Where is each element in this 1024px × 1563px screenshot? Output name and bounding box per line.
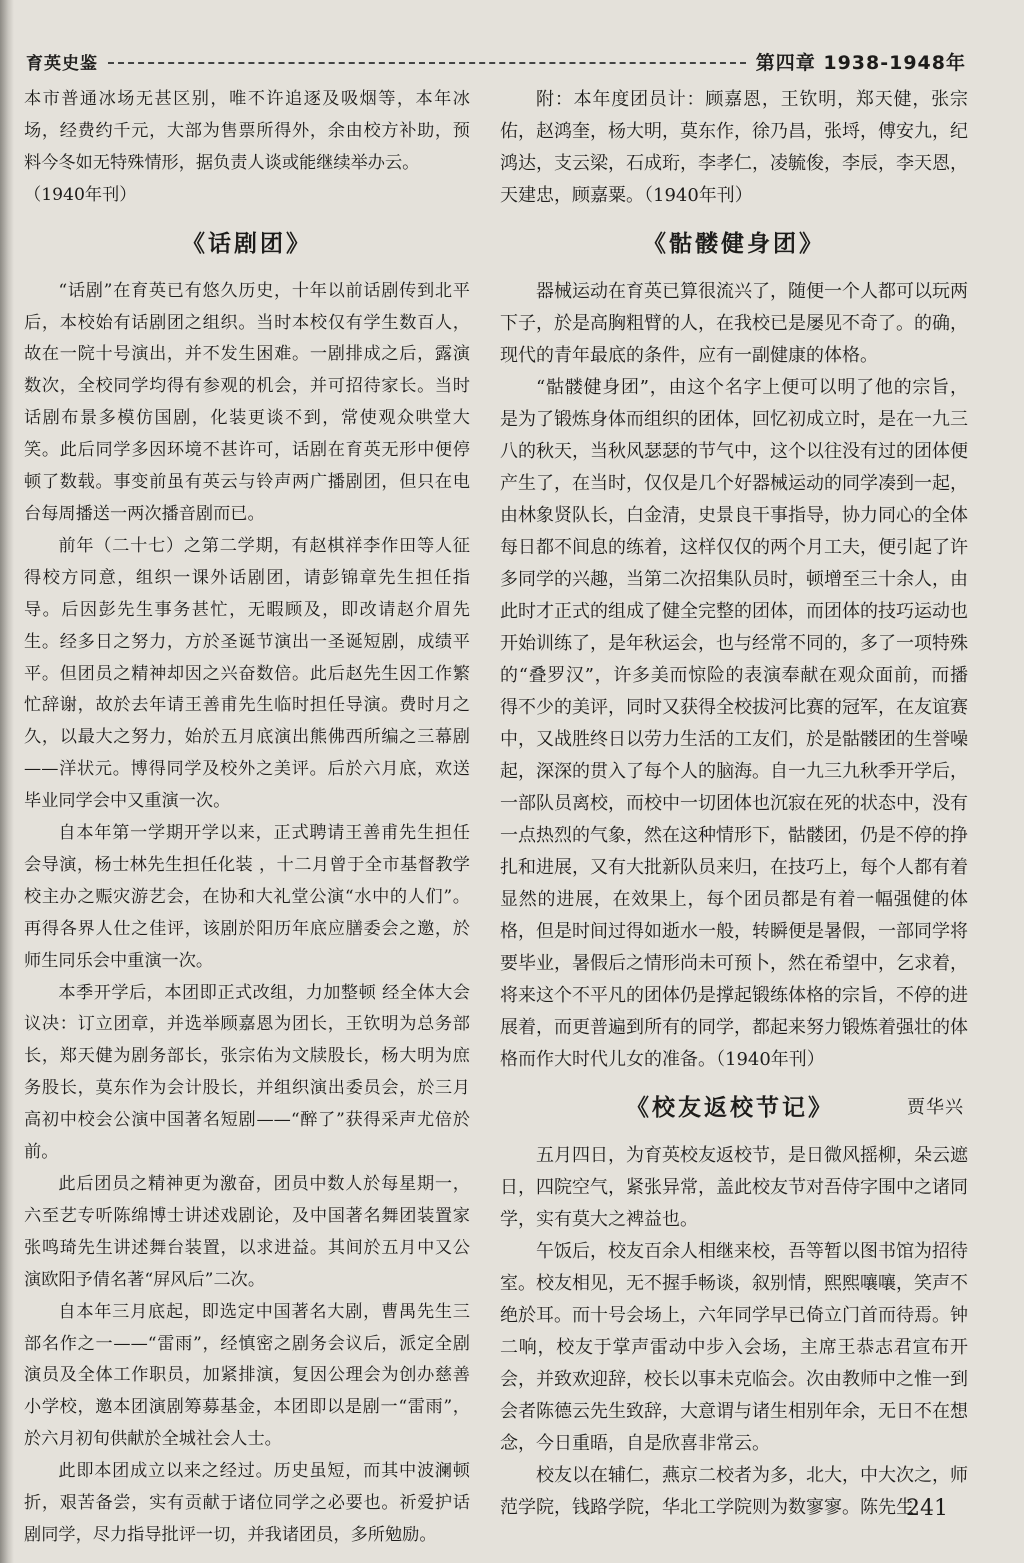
intro-source: （1940年刊） — [24, 184, 137, 205]
chapter-title: 第四章 1938-1948年 — [755, 51, 966, 74]
drama-paragraph: 此即本团成立以来之经过。历史虽短，而其中波澜顿折，艰苦备尝，实有贡献于诸位同学之必要也。祈爱护话剧同学，尽力指导批评一切，并我诸团员，多所勉励。 — [24, 1461, 470, 1545]
skeleton-paragraph: “骷髅健身团”，由这个名字上便可以明了他的宗旨，是为了锻炼身体而组织的团体，回忆初成立时，是在一九三八的秋天，当秋风瑟瑟的节气中，这个以往没有过的团体便产生了，在当时，仅仅是几个好器械运动的同学凑到一起，由林象贤队长，白金清，史景良干事指导，协力同心的全体每日都不间息的练着，这样仅仅的两个月工夫，便引起了许多同学的兴趣，当第二次招集队员时，顿增至三十余人，由此时才正式的组成了健全完整的团体，而团体的技巧运动也开始训练了，是年秋运会，也与经常不同的，多了一项特殊的“叠罗汉”，许多美而惊险的表演奉献在观众面前，而播得不少的美评，同时又获得全校拔河比赛的冠军，在友谊赛中，又战胜终日以劳力生活的工友们，於是骷髅团的生誉噪起，深深的贯入了每个人的脑海。自一九三九秋季开学后，一部队员离校，而校中一切团体也沉寂在死的状态中，没有一点热烈的气象，然在这种情形下，骷髅团，仍是不停的挣扎和进展，又有大批新队员来归，在技巧上，每个人都有着显然的进展，在效果上，每个团员都是有着一幅强健的体格，但是时间过得如逝水一般，转瞬便是暑假，一部同学将要毕业，暑假后之情形尚未可预卜，然在希望中，乞求着，将来这个不平凡的团体仍是撑起锻练体格的宗旨，不停的进展着，而更普遍到所有的同学，都起来努力锻炼着强壮的体格而作大时代儿女的准备。（1940年刊） — [500, 377, 968, 1070]
page-number: 241 — [906, 1496, 948, 1521]
alumni-paragraph: 校友以在辅仁，燕京二校者为多，北大，中大次之，师范学院，钱路学院，华北工学院则为数寥寥。陈先生 — [500, 1465, 968, 1518]
alumni-section-author: 贾华兴 — [907, 1097, 964, 1118]
alumni-paragraph: 五月四日，为育英校友返校节，是日微风摇柳，朵云遮日，四院空气，紧张异常，盖此校友节对吾侍字围中之诸同学，实有莫大之裨益也。 — [500, 1145, 968, 1230]
drama-paragraph: 自本年第一学期开学以来，正式聘请王善甫先生担任会导演，杨士林先生担任化装 ，十二月曾于全市基督教学校主办之赈灾游艺会，在协和大礼堂公演“水中的人们”。再得各界人仕之佳评，该剧於阳历年底应膳委会之邀，於师生同乐会中重演一次。 — [24, 823, 470, 971]
intro-paragraph: 本市普通冰场无甚区别，唯不许追逐及吸烟等，本年冰场，经费约千元，大部为售票所得外，余由校方补助，预料今冬如无特殊情形，据负责人谈或能继续举办云。 — [24, 89, 470, 173]
book-gutter-shadow — [0, 0, 14, 1563]
drama-paragraph: 此后团员之精神更为激奋，团员中数人於每星期一，六至艺专听陈绵博士讲述戏剧论，及中国著名舞团装置家张鸣琦先生讲述舞台装置，以求进益。其间於五月中又公演欧阳予倩名著“屏风后”二次。 — [24, 1174, 470, 1290]
running-header — [26, 44, 966, 78]
drama-section-title: 《话剧团》 — [182, 230, 312, 257]
skeleton-paragraph: 器械运动在育英已算很流兴了，随便一个人都可以玩两下子，於是高胸粗臂的人，在我校已是屡见不奇了。的确，现代的青年最底的条件，应有一副健康的体格。 — [500, 281, 968, 366]
alumni-section-title: 《校友返校节记》 — [626, 1095, 834, 1121]
drama-paragraph: 本季开学后，本团即正式改组，力加整顿 经全体大会议决：订立团章，并选举顾嘉恩为团长，王钦明为总务部长，郑天健为剧务部长，张宗佑为文牍股长，杨大明为庶务股长，莫东作为会计股长，并组织演出委员会，於三月高初中校会公演中国著名短剧——“醉了”获得采声尤倍於前。 — [24, 982, 470, 1163]
left-column — [24, 84, 470, 1545]
book-title: 育英史鉴 — [26, 53, 98, 74]
members-paragraph: 附：本年度团员计：顾嘉恩，王钦明，郑天健，张宗佑，赵鸿奎，杨大明，莫东作，徐乃昌，张埒，傅安九，纪鸿达，支云梁，石成珩，李孝仁，凌毓俊，李辰，李天恩，天建忠，顾嘉粟。（1940年刊） — [500, 89, 968, 206]
drama-paragraph: “话剧”在育英已有悠久历史，十年以前话剧传到北平后，本校始有话剧团之组织。当时本校仅有学生数百人，故在一院十号演出，并不发生困难。一剧排成之后，露演数次，全校同学均得有参观的机会，并可招待家长。当时话剧布景多模仿国剧，化装更谈不到，常使观众哄堂大笑。此后同学多因环境不甚许可，话剧在育英无形中便停顿了数载。事变前虽有英云与铃声两广播剧团，但只在电台每周播送一两次播音剧而已。 — [24, 280, 470, 524]
drama-paragraph: 前年（二十七）之第二学期，有赵棋祥李作田等人征得校方同意，组织一课外话剧团，请彭锦章先生担任指导。后因彭先生事务甚忙，无暇顾及，即改请赵介眉先生。经多日之努力，方於圣诞节演出一圣诞短剧，成绩平平。但团员之精神却因之兴奋数倍。此后赵先生因工作繁忙辞谢，故於去年请王善甫先生临时担任导演。费时月之久，以最大之努力，始於五月底演出熊佛西所编之三幕剧——洋状元。博得同学及校外之美评。后於六月底，欢送毕业同学会中又重演一次。 — [24, 535, 470, 812]
drama-paragraph: 自本年三月底起，即选定中国著名大剧，曹禺先生三部名作之一——“雷雨”，经慎密之剧务会议后，派定全剧演员及全体工作职员，加紧排演，复因公理会为创办慈善小学校，邀本团演剧筹募基金，本团即以是剧一“雷雨”，於六月初旬供献於全城社会人士。 — [24, 1301, 470, 1450]
alumni-section-heading — [500, 1076, 968, 1140]
header-dashed-rule — [108, 62, 746, 64]
alumni-paragraph: 午饭后，校友百余人相继来校，吾等暂以图书馆为招待室。校友相见，无不握手畅谈，叙别情，熙熙嚷嚷，笑声不绝於耳。而十号会场上，六年同学早已倚立门首而待焉。钟二响，校友于掌声雷动中步入会场，主席王恭志君宣布开会，并致欢迎辞，校长以事未克临会。次由教师中之惟一到会者陈德云先生致辞，大意谓与诸生相别年余，无日不在想念，今日重晤，自是欣喜非常云。 — [500, 1241, 968, 1454]
skeleton-section-title: 《骷髅健身团》 — [643, 231, 825, 257]
